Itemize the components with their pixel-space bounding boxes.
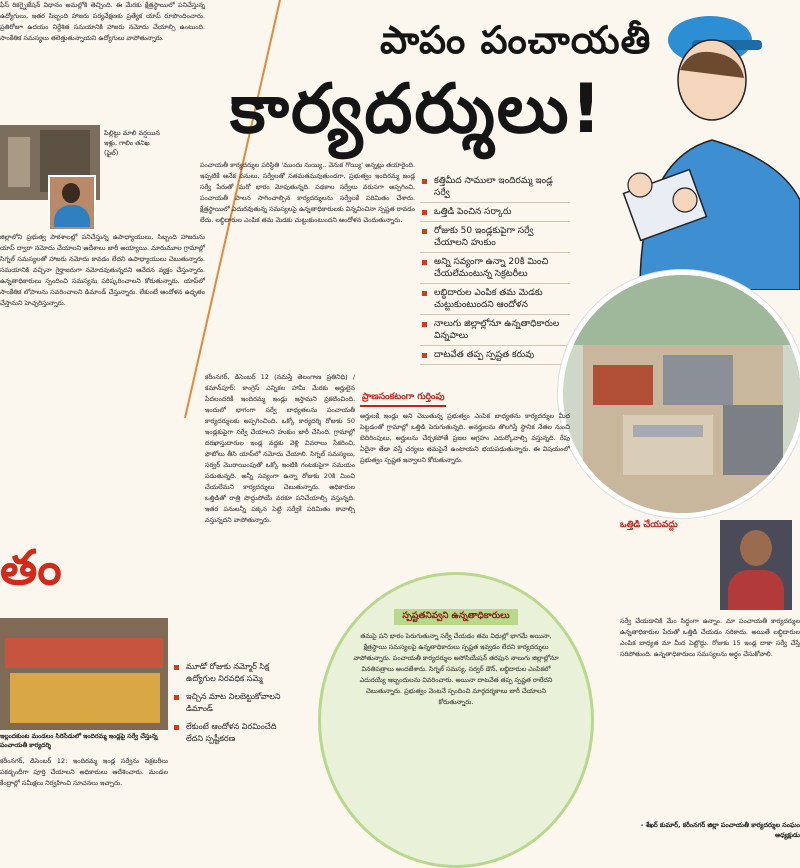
green-sidebar bbox=[318, 572, 594, 868]
quote-heading: ఒత్తిడి చేయవద్దు bbox=[620, 520, 678, 530]
right-article-heading: ప్రాణసంకటంగా గుర్తింపు bbox=[360, 391, 446, 407]
village-photo bbox=[558, 270, 800, 518]
avatar bbox=[48, 175, 96, 231]
highlights-list bbox=[420, 172, 570, 365]
left-article-text-2: జిల్లాలోని ప్రభుత్వ పాఠశాలల్లో పనిచేస్తున్న ఉపాధ్యాయులు, సిబ్బంది హాజరును యాప్ ద్వారా నమోదు చేయాలని ఆదేశాలు జారీ అయ్యాయి. మారుమూల గ్రామాల్లో సిగ్నల్ సమస్యలతో హాజరు నమోదు కావడం లేదని ఉపాధ్యాయులు చెబుతున్నారు. సమయానికి వచ్చినా గైర్హాజరుగా నమోదవుతున్నదని ఆవేదన వ్యక్తం చేస్తున్నారు. ఉన్నతాధికారులు స్పందించి సమస్యను పరిష్కరించాలని కోరుతున్నారు. యాప్‌లో సాంకేతిక లోపాలను సవరించాలని డిమాండ్ చేస్తున్నారు. లేకుంటే ఆందోళన ఉధృతం చేస్తామని హెచ్చరిస్తున్నారు. bbox=[0, 233, 205, 307]
quote-text: సర్వే చేయడానికి మేం సిద్ధంగా ఉన్నాం. మా పంచాయతీ కార్యదర్శుల ఉన్నతాధికారుల పేరుతో ఒత్తిడి చేయడం సరికాదు. అయితే లబ్ధిదారుల ఎంపిక బాధ్యత మా మీద పెట్టొద్దు. రోజుకు 15 ఇండ్ల దాకా సర్వే చేస్తే సరిపోతుంది. ఉన్నతాధికారులు సమస్యలను అర్థం చేసుకోవాలి. bbox=[620, 617, 800, 658]
bottom-left-story bbox=[0, 618, 281, 849]
highlight-item: నాలుగు జిల్లాల్లోనూ ఉన్నతాధికారుల విన్నపాలు bbox=[420, 315, 570, 346]
mid-article: పంచాయతీ కార్యదర్శుల పరిస్థితి 'ముందు నుయ్యి.. వెనుక గొయ్యి' అన్నట్లు తయారైంది. ఇప్పటికే అనేక పనులు, సర్వేలతో సతమతమవుతుండగా, ప్రభుత్వం ఇందిరమ్మ ఇండ్ల సర్వే పేరుతో మరో భారం మోపుతున్నది. పథకాల సర్వేలు వరుసగా అప్పగించి, పంచాయతీ పాలన సాగించాల్సిన కార్యదర్శులను సర్వేలకే పరిమితం చేశారు. క్షేత్రస్థాయిలో ఎదురవుతున్న సమస్యలపై ఉన్నతాధికారులకు విన్నవించినా స్పష్టత రావడం లేదు. లబ్ధిదారుల ఎంపిక తమ మెడకు చుట్టుకుంటుందని ఆందోళన చెందుతున్నారు. bbox=[200, 161, 415, 224]
quote-box bbox=[620, 520, 800, 849]
bottom-bullet: ఇచ్చిన మాట నిలబెట్టుకోవాలని డిమాండ్ bbox=[172, 688, 292, 718]
right-article-text: అర్హులకే ఇండ్లు అని చెబుతున్న ప్రభుత్వం ఎంపిక బాధ్యతను కార్యదర్శుల మీద పెట్టడంతో గ్రామాల్లో ఒత్తిడి పెరుగుతున్నది. అనర్హులను తొలగిస్తే స్థానిక నేతల నుంచి బెదిరింపులు, అర్హులను చేర్చకపోతే ప్రజల ఆగ్రహం ఎదుర్కోవాల్సి వస్తున్నది. రేపు ఏదైనా తేడా వస్తే చర్యలు తమపైనే ఉంటాయని భయపడుతున్నారు. ఈ విషయంలో ప్రభుత్వం స్పష్టత ఇవ్వాలని కోరుతున్నారు. bbox=[360, 412, 570, 464]
bottom-left-text: కరీంనగర్, డిసెంబర్ 12: ఇందిరమ్మ ఇండ్ల సర్వేను సెక్రటరీలు పకడ్బందీగా పూర్తి చేయాలని అధికారులు ఆదేశించారు. మండల కేంద్రాల్లో సమీక్షలు నిర్వహించి సూచనలు ఇచ్చారు. bbox=[0, 757, 168, 787]
bottom-bullet: లేకుంటే ఆందోళన విరమించేది లేదని స్పష్టీకరణ bbox=[172, 718, 292, 748]
green-sidebar-heading: స్పష్టతనివ్వని ఉన్నతాధికారులు bbox=[394, 609, 517, 625]
red-fragment-heading: తం bbox=[0, 540, 62, 596]
avatar bbox=[720, 520, 792, 610]
highlight-item: రోజుకు 50 ఇండ్లకుపైగా సర్వే చేయాలని హుకుం bbox=[420, 222, 570, 253]
bottom-bullets bbox=[172, 658, 292, 748]
left-photo-caption: పిల్లిట్టు మాలి వర్షయిన ఇళ్లు, గాలిం తనిఖ (ఫైల్) bbox=[104, 129, 160, 157]
highlight-item: అన్ని సవ్యంగా ఉన్నా 20కి మించి చేయలేమంటున్న సెక్రటరీలు bbox=[420, 253, 570, 284]
highlight-item: కత్తిమీద సాములా ఇందిరమ్మ ఇండ్ల సర్వే bbox=[420, 172, 570, 203]
main-article-body: కరీంనగర్, డిసెంబర్ 12 (నమస్తే తెలంగాణ ప్రతినిధి) / కమాన్‌పూర్: కాంగ్రెస్ ఎన్నికల హామీ మేరకు అర్హులైన పేదలందరికీ ఇందిరమ్మ ఇండ్లు ఇస్తామని ప్రకటించింది. ఇందులో భాగంగా సర్వే బాధ్యతలను పంచాయతీ కార్యదర్శులకు అప్పగించింది. ఒక్కో కార్యదర్శి రోజుకు 50 ఇండ్లకుపైగా సర్వే చేయాలని హుకుం జారీ చేసింది. గ్రామాల్లో దరఖాస్తుదారుల ఇండ్ల వద్దకు వెళ్లి వివరాలు సేకరించి, ఫొటోలు తీసి యాప్‌లో నమోదు చేయాలి. సిగ్నల్ సమస్యలు, సర్వర్ మొరాయింపుతో ఒక్కో ఇంటికి గంటకుపైగా సమయం పడుతున్నది. అన్నీ సవ్యంగా ఉన్నా రోజుకు 20కి మించి చేయలేమని కార్యదర్శులు చెబుతున్నారు. అధికారుల ఒత్తిడితో రాత్రి పొద్దుపోయే వరకూ పనిచేయాల్సి వస్తున్నది. ఇతర పనులన్నీ పక్కన పెట్టి సర్వేకే పరిమితం కావాల్సి వస్తున్నదని వాపోతున్నారు. bbox=[205, 373, 355, 524]
left-article-text: ఫేస్ రికగ్నైజేషన్ విధానం అమల్లోకి తెచ్చింది. ఈ మేరకు క్షేత్రస్థాయిలో పనిచేస్తున్న ఉద్యోగులు, ఇతర సిబ్బంది హాజరు పర్యవేక్షణకు ప్రత్యేక యాప్ రూపొందించారు. ప్రతిరోజూ ఉదయం నిర్దేశిత సమయానికి హాజరు నమోదు చేయాల్సి ఉంటుంది. సాంకేతిక సమస్యలు తలెత్తుతున్నాయని ఉద్యోగులు వాపోతున్నారు. bbox=[0, 0, 205, 130]
highlight-item: దాటవేత తప్ప స్పష్టత కరువు bbox=[420, 346, 570, 365]
quote-text-top bbox=[620, 538, 716, 618]
bottom-bullet: మూడో రోజుకు నమ్మోర్ సిక్ష ఉద్యోగుల నిరవధిక సమ్మె bbox=[172, 658, 292, 688]
headline-line1: పాపం పంచాయతీ bbox=[380, 18, 652, 62]
quote-signature: - శేఖర్ ‌కుమార్, కరీంనగర్ జిల్లా పంచాయతీ కార్యదర్శుల సంఘం అధ్యక్షుడు bbox=[640, 821, 800, 839]
highlight-item: లబ్ధిదారుల ఎంపిక తమ మెడకు చుట్టుకుంటుందని ఆందోళన bbox=[420, 284, 570, 315]
green-sidebar-text: తమపై పని భారం పెరుగుతున్నా సర్వే చేయడం తమ విధుల్లో భాగమే అయినా, క్షేత్రస్థాయి సమస్యలపై ఉన్నతాధికారులు స్పష్టత ఇవ్వడం లేదని కార్యదర్శులు వాపోతున్నారు. పంచాయతీ కార్యదర్శుల అసోసియేషన్ తరఫున నాలుగు జిల్లాల్లోనూ వినతిపత్రాలు అందజేశారు. సిగ్నల్ సమస్య, సర్వర్ డౌన్, లబ్ధిదారుల ఎంపికలో ఎదురయ్యే ఇబ్బందులను వివరించారు. అయినా దాటవేత తప్ప స్పష్టత రాలేదని చెబుతున్నారు. ప్రభుత్వం వెంటనే స్పందించి మార్గదర్శకాలు జారీ చేయాలని కోరుతున్నారు. bbox=[353, 632, 559, 706]
protest-photo bbox=[0, 618, 168, 730]
right-article bbox=[360, 384, 570, 594]
highlight-item: ఒత్తిడి పెంచిన సర్కారు bbox=[420, 203, 570, 222]
headline-line2: కార్యదర్శులు! bbox=[230, 70, 604, 149]
illustration-person bbox=[600, 0, 800, 290]
photo-caption: ఇల్లందకుంట మండలం సిరిసేడులో ఇందిరమ్మ ఇండ్లపై సర్వే చేస్తున్న పంచాయతీ కార్యదర్శి bbox=[0, 733, 158, 749]
